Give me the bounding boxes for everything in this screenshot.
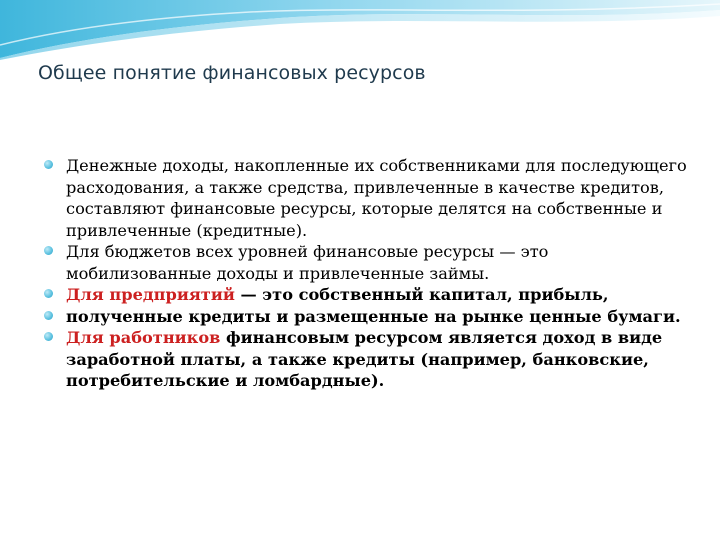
bullet-item-1: [38, 155, 688, 241]
header-wave-decoration: [0, 0, 720, 60]
bullet-text: финансовым ресурсом является доход в виде заработной платы, а также кредиты (например, банковские, потребительские и ломбардные).: [66, 328, 663, 390]
bullet-highlight: Для предприятий: [66, 285, 235, 304]
slide-title: Общее понятие финансовых ресурсов: [38, 62, 426, 84]
bullet-item-2: [38, 241, 688, 284]
bullet-item-3: [38, 284, 688, 306]
bullet-dot-icon: [44, 289, 53, 298]
bullet-dot-icon: [44, 332, 53, 341]
bullet-dot-icon: [44, 311, 53, 320]
bullet-list: [38, 155, 688, 392]
bullet-item-5: [38, 327, 688, 392]
bullet-item-4: [38, 306, 688, 328]
bullet-highlight: Для работников: [66, 328, 221, 347]
bullet-text: Денежные доходы, накопленные их собственниками для последующего расходования, а также средства, привлеченные в качестве кредитов, составляют финансовые ресурсы, которые делятся на собственные и привлеченные (кредитные).: [66, 156, 687, 240]
bullet-dot-icon: [44, 246, 53, 255]
bullet-dot-icon: [44, 160, 53, 169]
bullet-text: полученные кредиты и размещенные на рынке ценные бумаги.: [66, 306, 681, 326]
bullet-text: — это собственный капитал, прибыль,: [234, 285, 609, 304]
bullet-text: Для бюджетов всех уровней финансовые ресурсы — это мобилизованные доходы и привлеченные займы.: [66, 242, 549, 283]
